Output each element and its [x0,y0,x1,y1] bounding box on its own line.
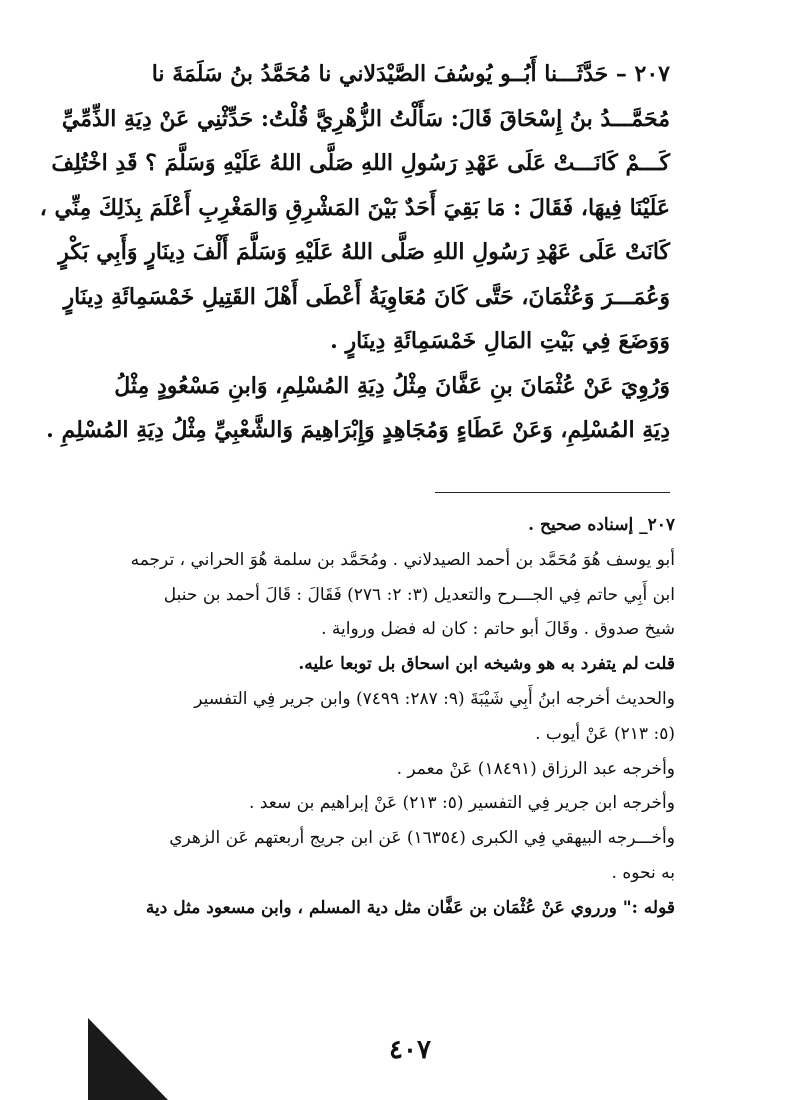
footnote-line: وأخـــرجه البيهقي فِي الكبرى (١٦٣٥٤) عَن ابن جريج أربعتهم عَن الزهري [169,828,675,849]
footnote-line: (٥: ٢١٣) عَنْ أيوب . [535,723,675,744]
footnote-line: به نحوه . [611,862,675,883]
main-hadith-text [39,52,670,453]
corner-triangle [88,1018,168,1100]
main-text-line: وَرُوِيَ عَنْ عُثْمَانَ بنِ عَفَّانَ مِثْلُ دِيَةِ المُسْلِمِ، وَابنِ مَسْعُودٍ مِثْلُ [114,372,670,399]
footnote-line: وأخرجه ابن جرير فِي التفسير (٥: ٢١٣) عَنْ إبراهيم بن سعد . [249,793,675,814]
main-text-line: كَانَتْ عَلَى عَهْدِ رَسُولِ اللهِ صَلَّى اللهُ عَلَيْهِ وَسَلَّمَ أَلْفَ دِينَارٍ وَأَبِي بَكْرٍ [58,239,670,265]
main-text-line: وَعُمَـــرَ وَعُثْمَانَ، حَتَّى كَانَ مُعَاوِيَةُ أَعْطَى أَهْلَ القَتِيلِ خَمْسَمِائَةِ دِينَارٍ [63,283,670,310]
main-text-line: وَوَضَعَ فِي بَيْتِ المَالِ خَمْسَمِائَةِ دِينَارٍ . [330,328,670,354]
main-text-line: ٢٠٧ – حَدَّثَـــنا أَبُــو يُوسُفَ الصَّيْدَلاني نا مُحَمَّدُ بنُ سَلَمَةَ نا [151,61,670,87]
main-text-line: مُحَمَّـــدُ بنُ إِسْحَاقَ قَالَ: سَأَلْتُ الزُّهْرِيَّ قُلْتُ: حَدِّثْنِي عَنْ دِيَةِ الذِّمِّيِّ [61,105,670,132]
footnote-line: والحديث أخرجه ابنُ أَبِي شَيْبَةَ (٩: ٢٨٧: ٧٤٩٩) وابن جرير فِي التفسير [194,688,675,709]
footnote-line: وأخرجه عبد الرزاق (١٨٤٩١) عَنْ معمر . [396,758,675,779]
footnote-heading: ٢٠٧_ إسناده صحيح . [528,515,675,535]
footnote-line: ابن أَبِي حاتم فِي الجـــرح والتعديل (٣: ٢: ٢٧٦) فَقَالَ : قَالَ أحمد بن حنبل [163,584,675,605]
footnote-divider [435,492,670,493]
page-corner-shadow [88,1018,168,1100]
footnote-line: أبو يوسف هُوَ مُحَمَّد بن أحمد الصيدلاني . ومُحَمَّد بن سلمة هُوَ الحراني ، ترجمه [130,549,675,570]
footnotes [130,508,675,926]
main-text-line: عَلَيْنَا فِيهَا، فَقَالَ : مَا بَقِيَ أَحَدٌ بَيْنَ المَشْرِقِ وَالمَغْرِبِ أَعْلَمَ بِذَلِكَ مِنِّي ، [39,194,670,221]
footnote-line: شيخ صدوق . وقَالَ أبو حاتم : كان له فضل ورواية . [321,619,675,640]
footnote-line: قوله :" ورروي عَنْ عُثْمَان بن عَفَّان مثل دية المسلم ، وابن مسعود مثل دية [145,897,675,918]
main-text-line: دِيَةِ المُسْلِمِ، وَعَنْ عَطَاءٍ وَمُجَاهِدٍ وَإِبْرَاهِيمَ وَالشَّعْبِيِّ مِثْلُ دِيَةِ المُسْلِمِ . [46,417,670,443]
footnote-line: قلت لم يتفرد به هو وشيخه ابن اسحاق بل توبعا عليه. [298,654,675,675]
page-number: ٤٠٧ [389,1035,431,1065]
main-text-line: كَـــمْ كَانَـــتْ عَلَى عَهْدِ رَسُولِ اللهِ صَلَّى اللهُ عَلَيْهِ وَسَلَّمَ ؟ قَدِ اخْتُلِفَ [51,150,670,176]
